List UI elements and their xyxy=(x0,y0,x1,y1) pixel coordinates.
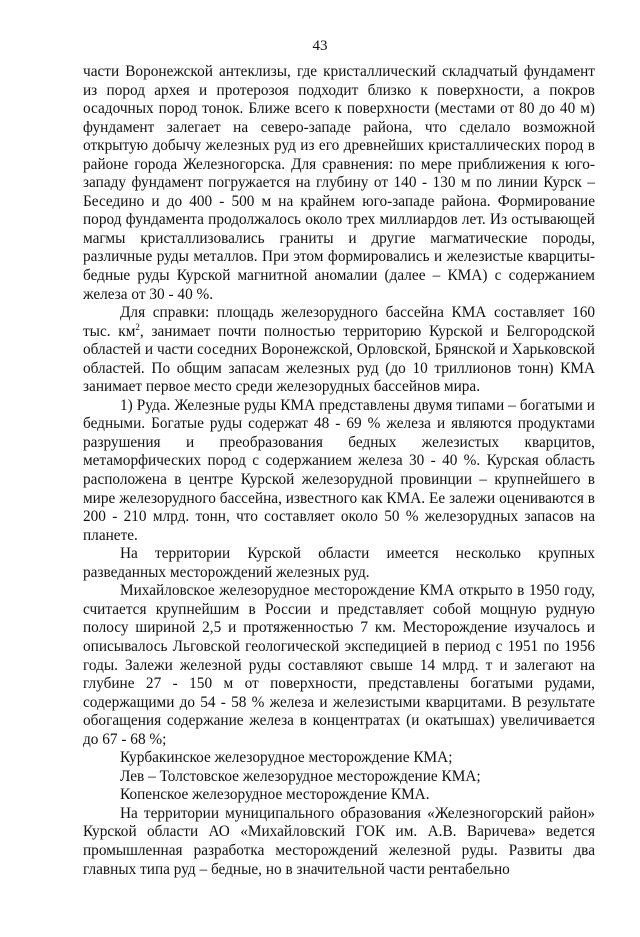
list-item-kopenskoe: Копенское железорудное месторождение КМА. xyxy=(120,786,430,804)
list-item-lev-tolstovskoe: Лев – Толстовское железорудное месторождение КМА; xyxy=(120,767,481,785)
basin-area-text-end: , занимает почти полностью территорию Курской и Белгородской областей и части соседних Воронежской, Орловской, Брянской и Харьковской областей. По общим запасам железных руд (до 10 триллионов тонн) КМА занимает первое место среди железорудных бассейнов мира. xyxy=(83,322,595,396)
basin-area-text-start: Для справки: площадь железорудного бассейна КМА составляет 160 тыс. км xyxy=(83,304,595,340)
paragraph-basin-area xyxy=(83,304,595,397)
list-item-kurbakinskoe: Курбакинское железорудное месторождение КМА; xyxy=(120,749,453,767)
page-number: 43 xyxy=(312,38,328,54)
paragraph-ore-types: 1) Руда. Железные руды КМА представлены двумя типами – богатыми и бедными. Богатые руды содержат 48 - 69 % железа и являются продуктами разрушения и преобразования бедных железистых кварцитов, метаморфических пород с содержанием железа 30 - 40 %. Курская область расположена в центре Курской железорудной провинции – крупнейшего в мире железорудного бассейна, известного как КМА. Ее залежи оцениваются в 200 - 210 млрд. тонн, что составляет около 50 % железорудных запасов на планете. xyxy=(83,396,595,544)
paragraph-basement-rocks: части Воронежской антеклизы, где кристаллический складчатый фундамент из пород архея и протерозоя подходит близко к поверхности, а покров осадочных пород тонок. Ближе всего к поверхности (местами от 80 до 40 м) фундамент залегает на северо-западе района, что сделало возможной открытую добычу железных руд из его древнейших кристаллических пород в районе города Железногорска. Для сравнения: по мере приближения к юго-западу фундамент погружается на глубину от 140 - 130 м по линии Курск – Беседино и до 400 - 500 м на крайнем юго-западе района. Формирование пород фундамента продолжалось около трех миллиардов лет. Из остывающей магмы кристаллизовались граниты и другие магматические породы, различные руды металлов. При этом формировались и железистые кварциты-бедные руды Курской магнитной аномалии (далее – КМА) с содержанием железа от 30 - 40 %. xyxy=(83,63,595,303)
document-body xyxy=(83,63,595,879)
paragraph-mikhailovskoe-deposit: Михайловское железорудное месторождение КМА открыто в 1950 году, считается крупнейшим в России и представляет собой мощную рудную полосу шириной 2,5 и протяженностью 7 км. Месторождение изучалось и описывалось Льговской геологической экспедицией в период с 1951 по 1956 годы. Залежи железной руды составляют свыше 14 млрд. т и залегают на глубине 27 - 150 м от поверхности, представлены богатыми рудами, содержащими до 54 - 58 % железа и железистыми кварцитами. В результате обогащения содержание железа в концентратах (и окатышах) увеличивается до 67 - 68 %; xyxy=(83,582,595,748)
paragraph-zheleznogorsk-mining: На территории муниципального образования «Железногорский район» Курской области АО «Михайловский ГОК им. А.В. Варичева» ведется промышленная разработка месторождений железной руды. Развиты два главных типа руд – бедные, но в значительной части рентабельно xyxy=(83,804,595,878)
paragraph-deposits-intro: На территории Курской области имеется несколько крупных разведанных месторождений железных руд. xyxy=(83,545,595,581)
superscript-square: 2 xyxy=(135,321,140,332)
